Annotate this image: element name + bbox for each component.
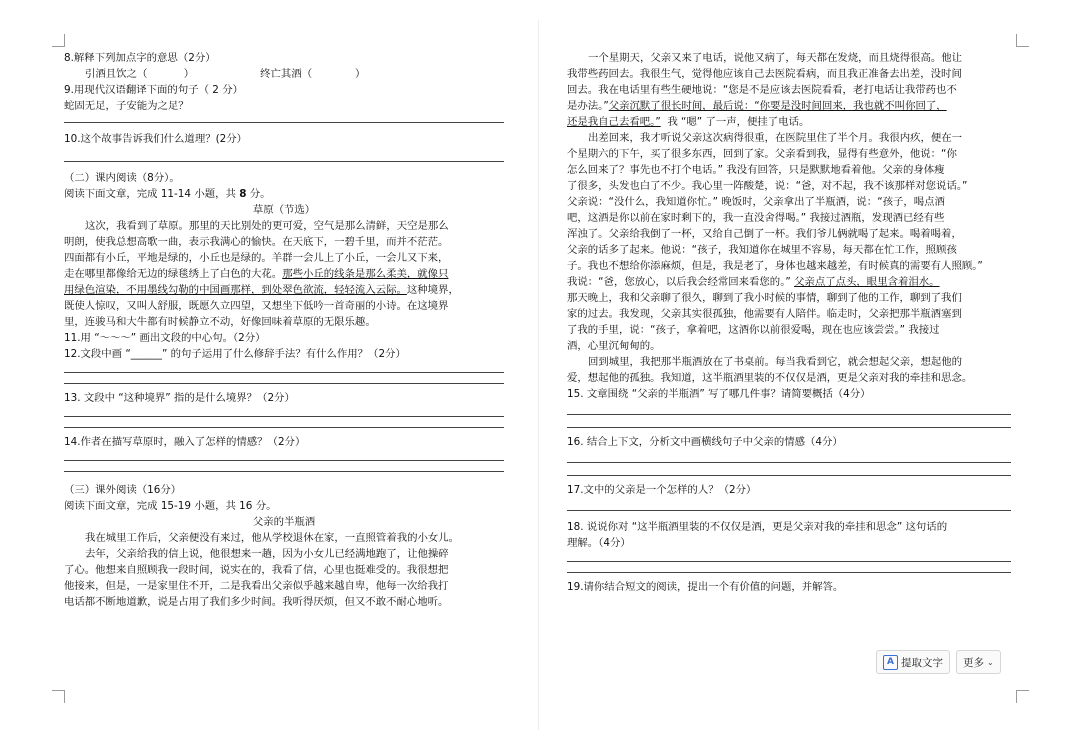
paragraph-line: 里，连骏马和大牛都有时候静立不动，好像回味着草原的无限乐趣。	[64, 316, 376, 328]
paragraph-line: 那天晚上，我和父亲聊了很久，聊到了我小时候的事情，聊到了他的工作，聊到了我们	[567, 292, 962, 304]
page-corner-mark	[1016, 34, 1029, 47]
underlined-sentence: 那些小丘的线条是那么柔美，就像只	[282, 268, 449, 280]
section-3-instructions: 阅读下面文章，完成 15-19 小题，共 16 分。	[64, 500, 277, 512]
paragraph-line: 回去。我在电话里有些生硬地说：“您是不是应该去医院看看，老打电话让我带药也不	[567, 84, 957, 96]
question-8: 8.解释下列加点字的意思（2分）	[64, 52, 216, 64]
answer-line[interactable]	[64, 372, 504, 373]
question-12: 12.文段中画 “______” 的句子运用了什么修辞手法？有什么作用？（2分）	[64, 348, 406, 360]
question-18: 18. 说说你对 “这半瓶酒里装的不仅仅是酒，更是父亲对我的牵挂和思念” 这句话的	[567, 521, 948, 533]
paragraph-line: 我带些药回去。我很生气，觉得他应该自己去医院看病，而且我正准备去出差，没时间	[567, 68, 962, 80]
answer-line[interactable]	[567, 572, 1011, 573]
paragraph-line: 我说：“爸，您放心，以后我会经常回来看您的。” 父亲点了点头，眼里含着泪水。	[567, 276, 940, 288]
answer-line[interactable]	[64, 416, 504, 417]
floating-toolbar	[876, 650, 1001, 674]
question-9: 9.用现代汉语翻译下面的句子（ 2 分）	[64, 84, 243, 96]
paragraph-line: 回到城里，我把那半瓶酒放在了书桌前。每当我看到它，就会想起父亲，想起他的	[588, 356, 963, 368]
page-corner-mark	[1016, 690, 1029, 703]
article-title-grassland: 草原（节选）	[252, 204, 316, 216]
question-16: 16. 结合上下文，分析文中画横线句子中父亲的情感（4分）	[567, 436, 843, 448]
page-corner-mark	[52, 34, 65, 47]
paragraph-line: 出差回来，我才听说父亲这次病得很重，在医院里住了半个月。我很内疚，便在一	[588, 132, 963, 144]
left-column	[64, 50, 504, 610]
paragraph-line: 四面都有小丘，平地是绿的，小丘也是绿的。羊群一会儿上了小丘，一会儿又下来，	[64, 252, 449, 264]
paragraph-line: 酒，心里沉甸甸的。	[567, 340, 661, 352]
paragraph-line: 我在城里工作后，父亲便没有来过，他从学校退休在家，一直照管着我的小女儿。	[85, 532, 460, 544]
paragraph-line: 还是我自己去看吧。” 我 “嗯” 了一声，便挂了电话。	[567, 116, 810, 128]
section-2-title: （二）课内阅读（8分）。	[64, 172, 180, 184]
more-label: 更多	[963, 656, 984, 669]
paragraph-line: 他接来，但是，一是家里住不开，二是我看出父亲似乎越来越自卑，他每一次给我打	[64, 580, 449, 592]
paragraph-line: 了我的手里，说：“孩子，拿着吧，这酒你以前很爱喝，现在也应该尝尝。” 我接过	[567, 324, 940, 336]
right-column	[567, 50, 1011, 595]
paragraph-line: 去年，父亲给我的信上说，他很想来一趟，因为小女儿已经满地跑了，让他操碎	[85, 548, 449, 560]
underlined-sentence: 用绿色渲染，不用墨线勾勒的中国画那样，到处翠色欲流，轻轻流入云际。	[64, 284, 407, 296]
paragraph-line: 既使人惊叹，又叫人舒服，既愿久立四望，又想坐下低吟一首奇丽的小诗。在这境界	[64, 300, 449, 312]
question-19: 19.请你结合短文的阅读，提出一个有价值的问题，并解答。	[567, 581, 844, 593]
answer-line[interactable]	[567, 510, 1011, 511]
answer-line[interactable]	[64, 161, 504, 162]
answer-line[interactable]	[567, 561, 1011, 562]
question-10: 10.这个故事告诉我们什么道理？(2分）	[64, 133, 248, 145]
paragraph-line: 了很多，头发也白了不少。我心里一阵酸楚，说：“爸，对不起，我不该那样对您说话。”	[567, 180, 968, 192]
underlined-sentence: 父亲点了点头，眼里含着泪水。	[794, 276, 940, 288]
question-18-cont: 理解。（4分）	[567, 537, 631, 549]
paragraph-line: 家的过去。我发现，父亲其实很孤独，他需要有人陪伴。临走时，父亲把那半瓶酒塞到	[567, 308, 962, 320]
paragraph-line: 父亲的话多了起来。他说：“孩子，我知道你在城里不容易，每天都在忙工作，照顾孩	[567, 244, 957, 256]
answer-line[interactable]	[64, 471, 504, 472]
paragraph-line: 一个星期天，父亲又来了电话，说他又病了，每天都在发烧，而且烧得很高。他让	[588, 52, 963, 64]
more-button[interactable]	[956, 650, 1001, 674]
paragraph-line: 吧，这酒是你以前在家时剩下的，我一直没舍得喝。” 我接过酒瓶，发现酒已经有些	[567, 212, 945, 224]
question-15: 15. 文章围绕 “父亲的半瓶酒” 写了哪几件事？请简要概括（4分）	[567, 388, 871, 400]
page-fold-divider	[538, 20, 539, 730]
answer-line[interactable]	[567, 414, 1011, 415]
paragraph-line: 了心。他想来自照顾我一段时间，说实在的，我看了信，心里也挺难受的。我很想把	[64, 564, 449, 576]
question-17: 17.文中的父亲是一个怎样的人？（2分）	[567, 484, 757, 496]
paragraph-line: 是办法。” 父亲沉默了很长时间，最后说：“你要是没时间回来，我也就不叫你回了，	[567, 100, 947, 112]
question-11: 11.用 “～～～” 画出文段的中心句。（2分）	[64, 332, 266, 344]
paragraph-line: 明朗，使我总想高歌一曲，表示我满心的愉快。在天底下，一碧千里，而并不茫茫。	[64, 236, 449, 248]
question-8-items: 引酒且饮之（ ） 终亡其酒（ ）	[85, 68, 366, 80]
section-3-title: （三）课外阅读（16分）	[64, 484, 182, 496]
answer-line[interactable]	[567, 427, 1011, 428]
answer-line[interactable]	[567, 475, 1011, 476]
page-corner-mark	[52, 690, 65, 703]
answer-line[interactable]	[64, 122, 504, 123]
paragraph-line: 怎么回来了？事先也不打个电话。” 我没有回答，只是默默地看着他。父亲的身体瘦	[567, 164, 945, 176]
paragraph-line: 子。我也不想给你添麻烦，但是，我是老了，身体也越来越差，有时候真的需要有人照顾。”	[567, 260, 983, 272]
answer-line[interactable]	[64, 460, 504, 461]
extract-text-button[interactable]	[876, 650, 950, 674]
article-title-half-bottle: 父亲的半瓶酒	[252, 516, 316, 528]
paragraph-line: 浑浊了。父亲给我倒了一杯，又给自己倒了一杯。我们爷儿俩就喝了起来。喝着喝着，	[567, 228, 962, 240]
section-2-instructions: 阅读下面文章，完成 11-14 小题，共 8 分。	[64, 188, 271, 200]
paragraph-line: 电话都不断地道歉，说是占用了我们多少时间。我听得厌烦，但又不敢不耐心地听。	[64, 596, 449, 608]
paragraph-line: 个星期六的下午，买了很多东西，回到了家。父亲看到我，显得有些意外，他说：“你	[567, 148, 957, 160]
underlined-sentence: 还是我自己去看吧。”	[567, 116, 661, 128]
question-14: 14.作者在描写草原时，融入了怎样的情感？（2分）	[64, 436, 306, 448]
paragraph-line: 爱，想起他的孤独。我知道，这半瓶酒里装的不仅仅是酒，更是父亲对我的牵挂和思念。	[567, 372, 973, 384]
underlined-sentence: 父亲沉默了很长时间，最后说：“你要是没时间回来，我也就不叫你回了，	[608, 100, 947, 112]
answer-line[interactable]	[64, 427, 504, 428]
extract-text-label: 提取文字	[901, 656, 943, 669]
question-9-sentence: 蛇固无足，子安能为之足？	[64, 100, 189, 112]
paragraph-line: 父亲说：“没什么，我知道你忙。” 晚饭时，父亲拿出了半瓶酒，说：“孩子，喝点酒	[567, 196, 945, 208]
answer-line[interactable]	[64, 383, 504, 384]
paragraph-line: 走在哪里都像给无边的绿毯绣上了白色的大花。 那些小丘的线条是那么柔美，就像只	[64, 268, 449, 280]
paragraph-line: 这次，我看到了草原。那里的天比别处的更可爱，空气是那么清鲜，天空是那么	[85, 220, 449, 232]
paragraph-line: 用绿色渲染，不用墨线勾勒的中国画那样，到处翠色欲流，轻轻流入云际。 这种境界，	[64, 284, 459, 296]
chevron-down-icon: ⌄	[987, 657, 994, 667]
text-extract-icon: A	[883, 655, 898, 670]
question-13: 13. 文段中 “这种境界” 指的是什么境界？（2分）	[64, 392, 295, 404]
answer-line[interactable]	[567, 462, 1011, 463]
